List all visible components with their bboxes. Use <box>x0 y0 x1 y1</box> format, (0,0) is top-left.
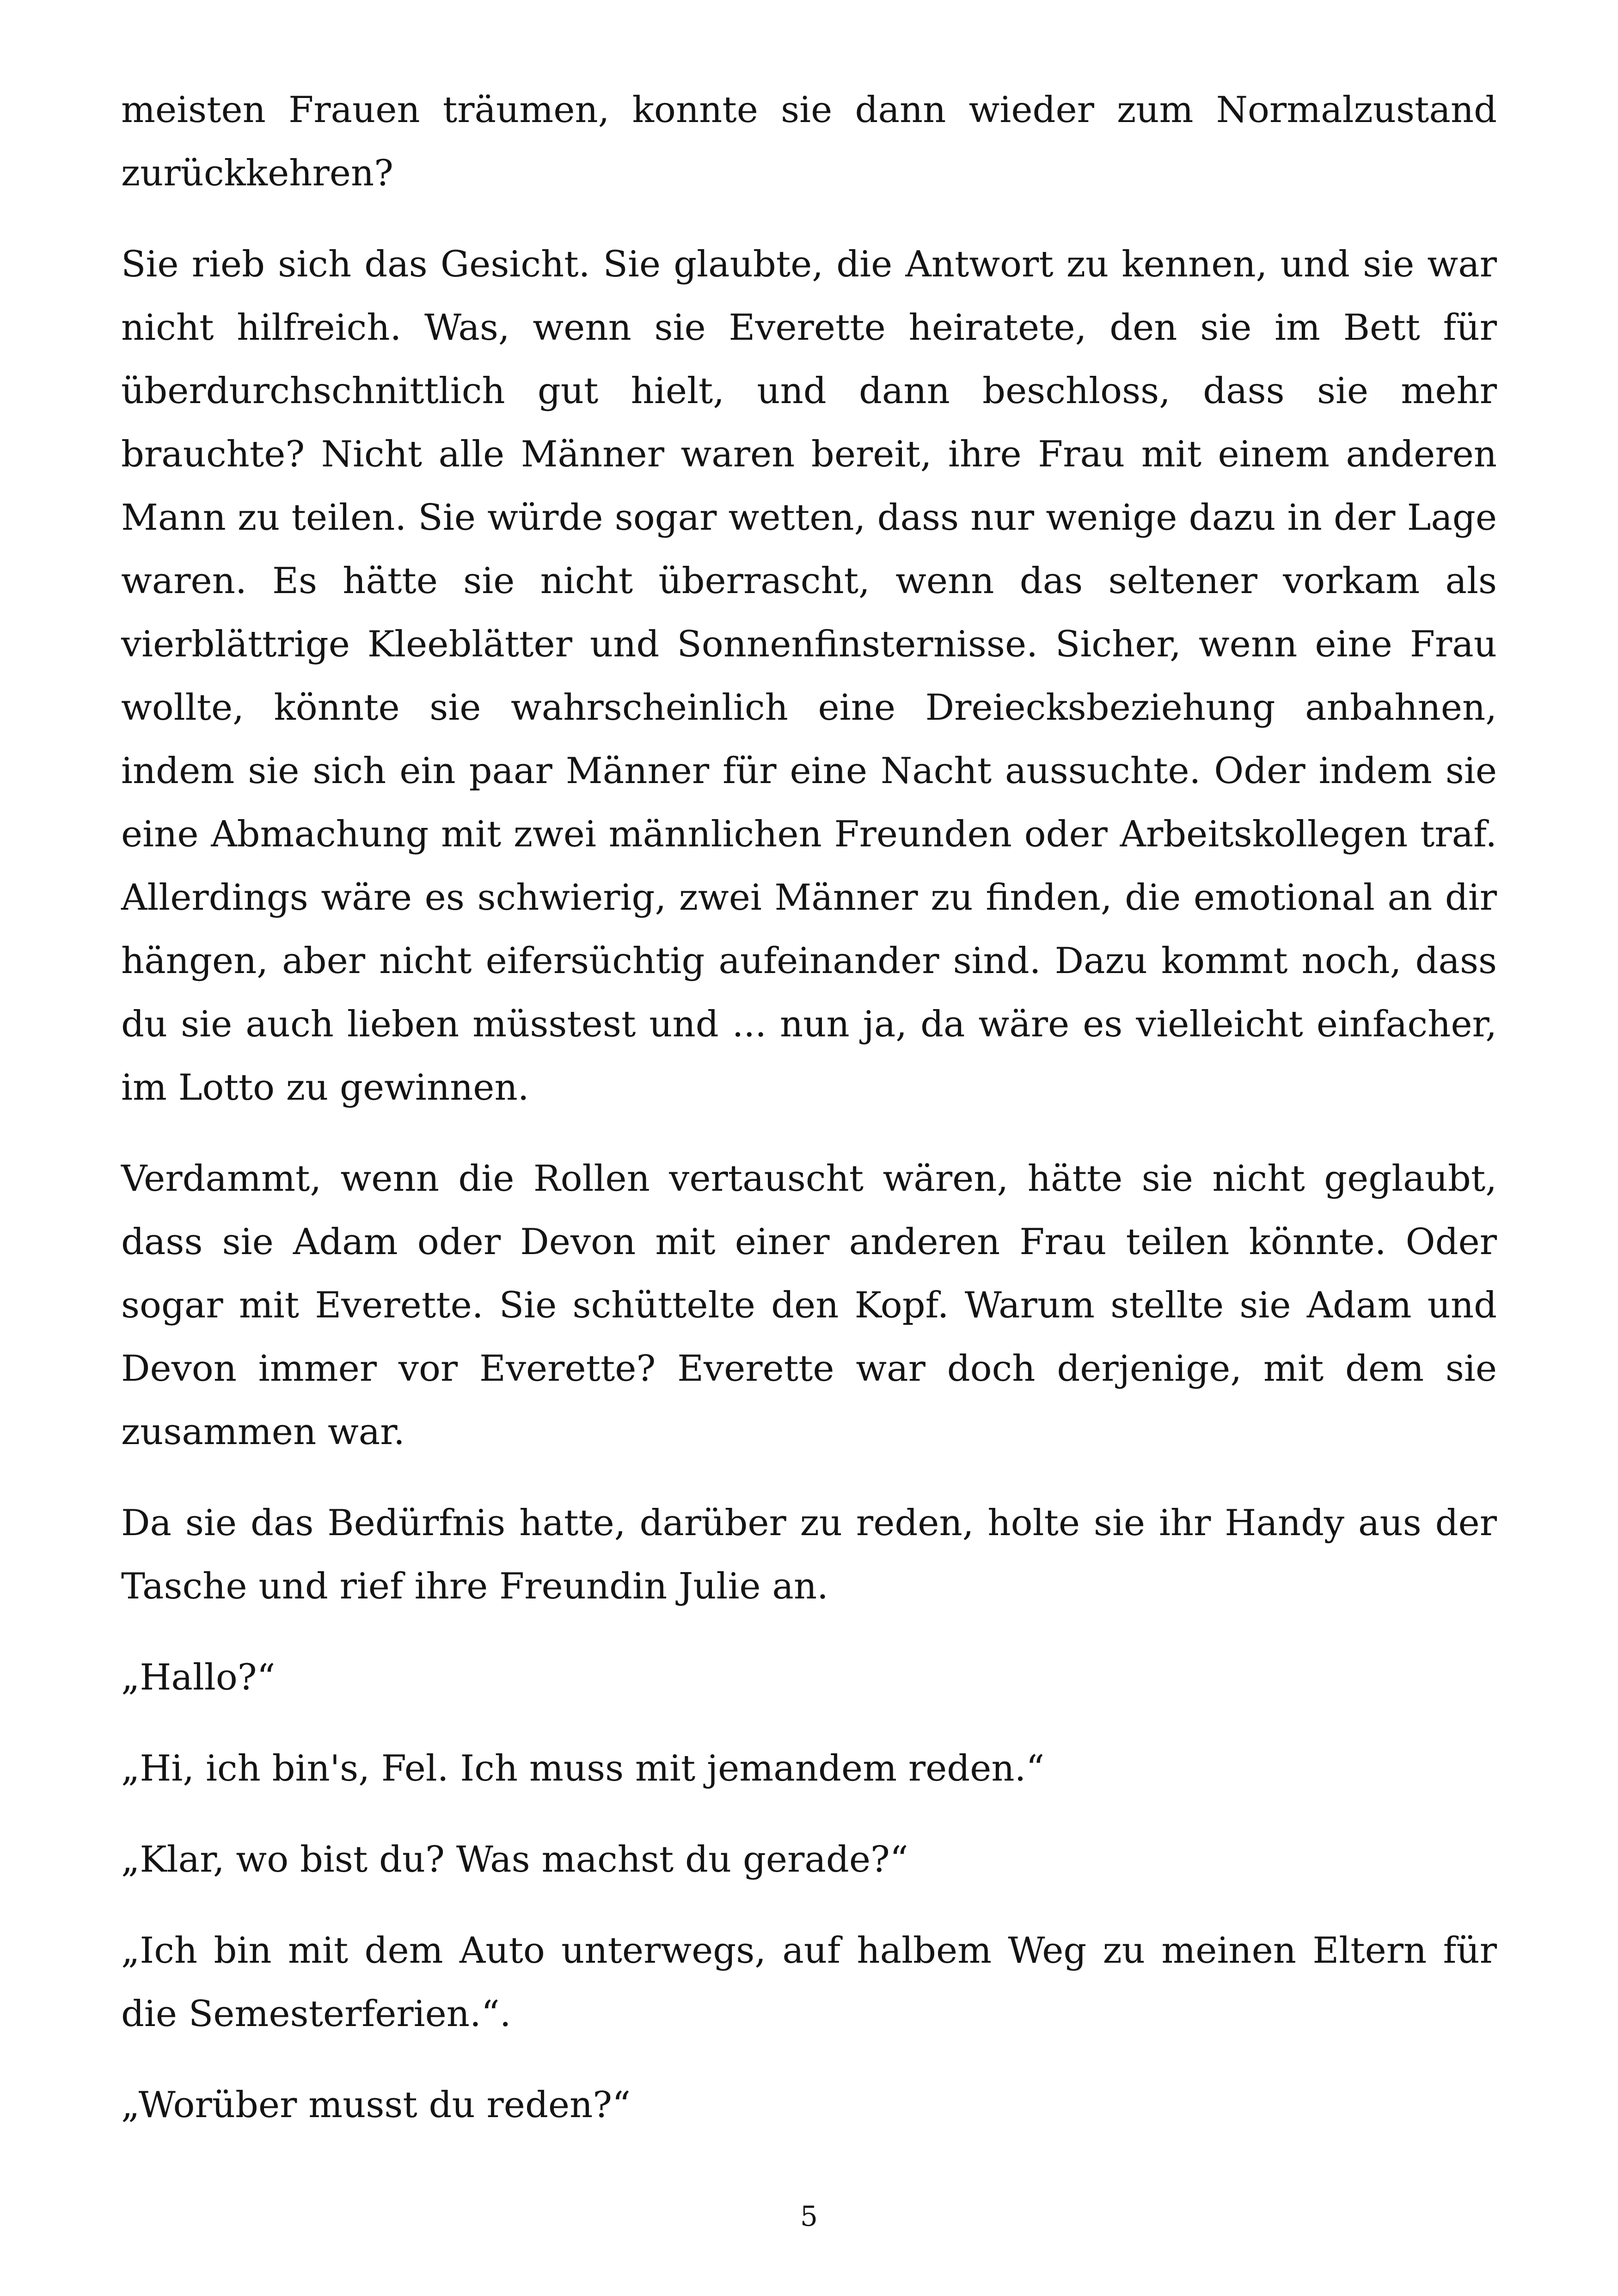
dialogue-line: „Hallo?“ <box>121 1657 276 1698</box>
dialogue-line: „Ich bin mit dem Auto unterwegs, auf halbem Weg zu meinen Eltern für die Semesterferien.“. <box>121 1930 1497 2035</box>
paragraph: meisten Frauen träumen, konnte sie dann wieder zum Normalzustand zurückkehren? <box>121 89 1497 194</box>
dialogue-line: „Klar, wo bist du? Was machst du gerade?“ <box>121 1839 908 1880</box>
paragraph: Da sie das Bedürfnis hatte, darüber zu reden, holte sie ihr Handy aus der Tasche und rief ihre Freundin Julie an. <box>121 1502 1497 1607</box>
page-body <box>121 79 1497 2165</box>
paragraph: Verdammt, wenn die Rollen vertauscht wären, hätte sie nicht geglaubt, dass sie Adam oder Devon mit einer anderen Frau teilen könnte. Oder sogar mit Everette. Sie schüttelte den Kopf. Warum stellte sie Adam und Devon immer vor Everette? Everette war doch derjenige, mit dem sie zusammen war. <box>121 1158 1497 1453</box>
dialogue-line: „Worüber musst du reden?“ <box>121 2084 631 2126</box>
paragraph: Sie rieb sich das Gesicht. Sie glaubte, die Antwort zu kennen, und sie war nicht hilfreich. Was, wenn sie Everette heiratete, den sie im Bett für überdurchschnittlich gut hielt, und dann beschloss, dass sie mehr brauchte? Nicht alle Männer waren bereit, ihre Frau mit einem anderen Mann zu teilen. Sie würde sogar wetten, dass nur wenige dazu in der Lage waren. Es hätte sie nicht überrascht, wenn das seltener vorkam als vierblättrige Kleeblätter und Sonnenfinsternisse. Sicher, wenn eine Frau wollte, könnte sie wahrscheinlich eine Dreiecksbeziehung anbahnen, indem sie sich ein paar Männer für eine Nacht aussuchte. Oder indem sie eine Abmachung mit zwei männlichen Freunden oder Arbeitskollegen traf. Allerdings wäre es schwierig, zwei Männer zu finden, die emotional an dir hängen, aber nicht eifersüchtig aufeinander sind. Dazu kommt noch, dass du sie auch lieben müsstest und ... nun ja, da wäre es vielleicht einfacher, im Lotto zu gewinnen. <box>121 244 1497 1108</box>
page-number: 5 <box>800 2200 818 2233</box>
dialogue-line: „Hi, ich bin's, Fel. Ich muss mit jemandem reden.“ <box>121 1748 1045 1789</box>
